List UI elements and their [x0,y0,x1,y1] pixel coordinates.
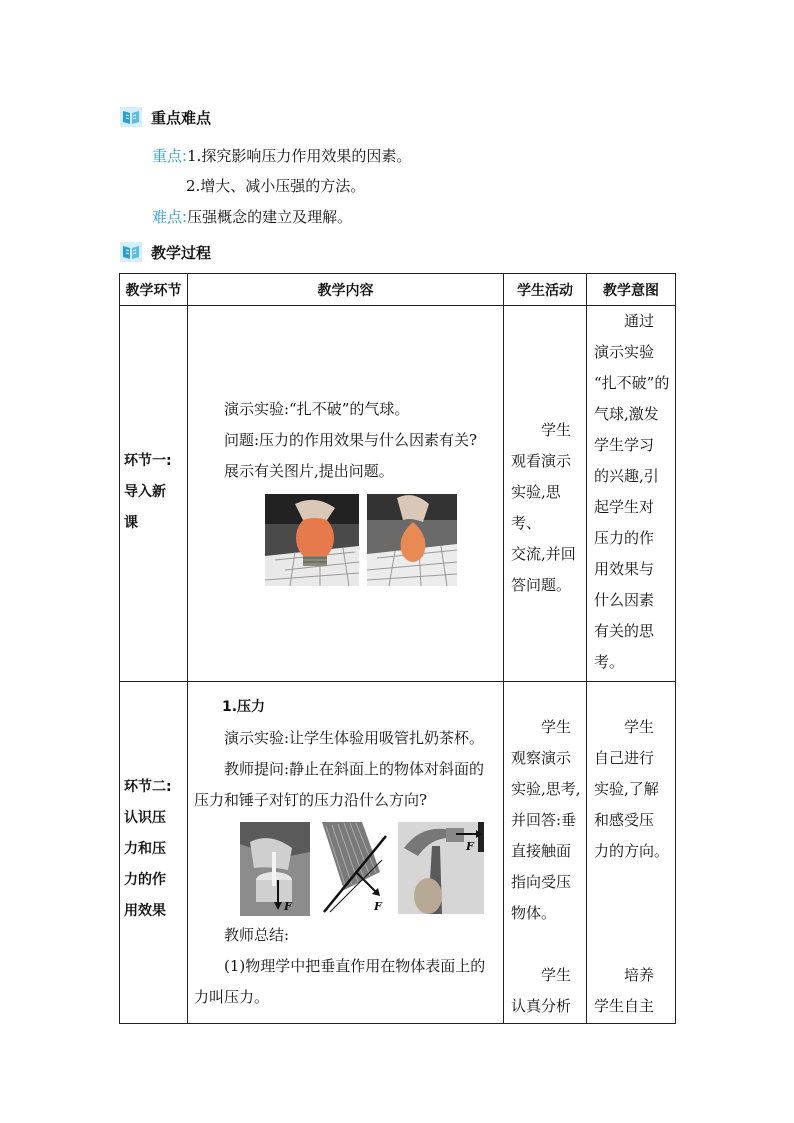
stage-line: 认识压 [124,810,166,826]
header-content: 教学内容 [188,274,504,306]
content-line: 教师提问:静止在斜面上的物体对斜面的 [224,760,485,778]
stage-line: 导入新 [124,484,166,500]
book-icon [120,242,142,262]
intent-line: 学生学习 [594,436,655,454]
hammer-photo [398,822,484,914]
force-direction-figures [240,822,503,916]
content-line: 演示实验:“扎不破”的气球。 [224,400,410,418]
stage-line: 环节一: [124,453,172,469]
content-line: 演示实验:让学生体验用吸管扎奶茶杯。 [224,729,485,747]
content-line: 教师总结: [224,926,290,944]
intent-line: 起学生对 [594,498,655,516]
activity-line: 实验,思考, [511,780,581,798]
intent-line: “扎不破”的 [594,374,670,392]
activity-line: 观察演示 [511,749,572,767]
key-item-1: 1.探究影响压力作用效果的因素。 [187,147,412,165]
key-point-line-2 [186,175,365,196]
intent-line: 实验,了解 [594,780,659,798]
activity-line: 观看演示 [511,452,572,470]
activity-line: 学生 [541,966,572,984]
header-stage: 教学环节 [120,274,188,306]
intent-cell [587,682,676,1024]
balloon-photo-2 [367,494,457,586]
straw-cup-photo [240,822,310,916]
activity-cell [504,306,587,682]
intent-line: 气球,激发 [594,405,659,423]
book-icon [120,107,142,127]
intent-line: 通过 [624,312,655,330]
intent-line: 压力的作 [594,529,655,547]
intent-line: 的兴趣,引 [594,467,659,485]
balloon-photos [265,494,503,586]
content-line: 问题:压力的作用效果与什么因素有关? [224,431,478,449]
lesson-table [119,273,676,1024]
intent-line: 演示实验 [594,343,655,361]
activity-line: 答问题。 [511,576,572,594]
activity-line: 物体。 [511,904,557,922]
intent-line: 用效果与 [594,560,655,578]
key-label: 重点 [152,147,183,165]
content-line: 展示有关图片,提出问题。 [224,462,394,480]
intent-line: 力的方向。 [594,842,670,860]
activity-line: 实验,思考、 [511,483,561,532]
content-line: 压力和锤子对钉的压力沿什么方向? [194,791,428,809]
key-points-header [120,105,211,129]
stage-line: 用效果 [124,903,166,919]
intent-line: 培养 [624,966,655,984]
intent-line: 有关的思 [594,622,655,640]
content-heading: 1.压力 [222,699,266,715]
difficulty-line: 难点:压强概念的建立及理解。 [152,208,353,226]
intent-line: 学生 [624,718,655,736]
stage-line: 环节二: [124,779,172,795]
intent-line: 和感受压 [594,811,655,829]
header-intent: 教学意图 [587,274,676,306]
content-cell [188,682,504,1024]
table-header-row [120,274,676,306]
difficulty-text: 压强概念的建立及理解。 [187,208,353,226]
table-row [120,682,676,1024]
content-line: (1)物理学中把垂直作用在物体表面上的 [224,957,486,975]
intent-line: 什么因素 [594,591,655,609]
difficulty-label: 难点 [152,208,183,226]
key-item-2: 2.增大、减小压强的方法。 [186,177,366,195]
force-label: F [284,900,292,913]
intent-line: 学生自主 [594,997,655,1015]
stage-line: 课 [124,515,138,531]
header-activity: 学生活动 [504,274,587,306]
stage-line: 力和压 [124,841,166,857]
stage-cell [120,682,188,1024]
activity-line: 并回答:垂 [511,811,577,829]
activity-cell [504,682,587,1024]
intent-line: 自己进行 [594,749,655,767]
section-title: 教学过程 [151,243,212,262]
key-point-line-1: 重点:1.探究影响压力作用效果的因素。 [152,147,412,165]
activity-line: 直接触面 [511,842,572,860]
content-cell [188,306,504,682]
incline-diagram [322,822,388,916]
stage-line: 力的作 [124,872,166,888]
intent-line: 考。 [594,653,625,671]
intent-cell [587,306,676,682]
activity-line: 学生 [541,421,572,439]
balloon-photo-1 [265,494,359,586]
section-title: 重点难点 [151,108,212,127]
activity-line: 交流,并回 [511,545,576,563]
activity-line: 学生 [541,718,572,736]
activity-line: 认真分析 [511,997,572,1015]
force-label: F [374,900,382,913]
stage-cell [120,306,188,682]
force-label: F [466,840,474,853]
table-row [120,306,676,682]
content-line: 力叫压力。 [194,988,270,1006]
process-header [120,240,211,264]
activity-line: 指向受压 [511,873,572,891]
